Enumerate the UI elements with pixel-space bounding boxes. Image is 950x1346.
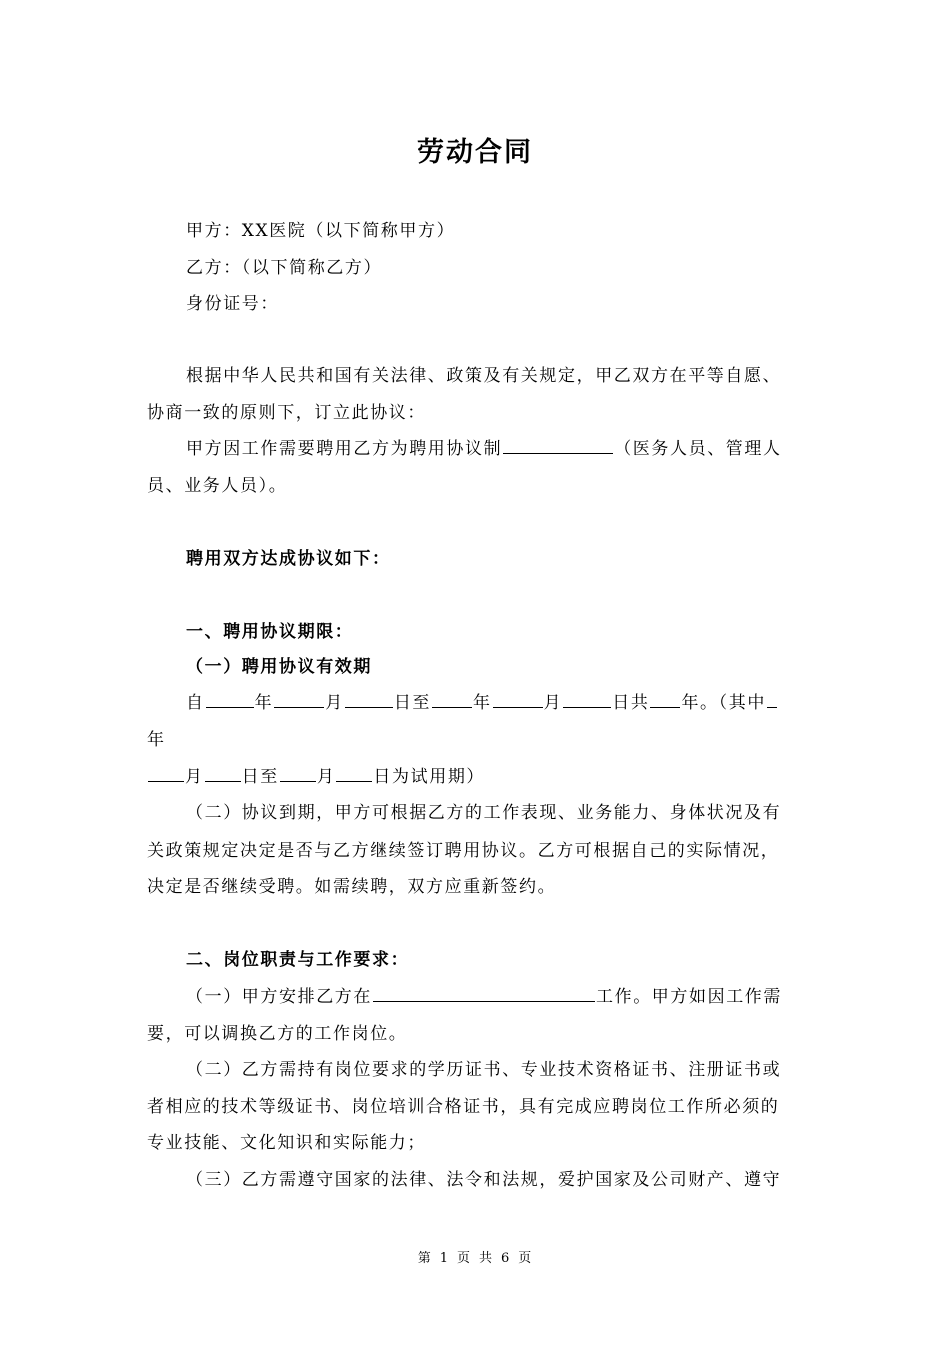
footer-text: 页 bbox=[518, 1251, 533, 1266]
text-segment: 年 bbox=[254, 693, 274, 713]
text-segment: 年 bbox=[473, 693, 492, 713]
paragraph-line: （二）协议到期，甲方可根据乙方的工作表现、业务能力、身体状况及有 bbox=[186, 803, 782, 823]
fill-blank bbox=[503, 439, 613, 454]
fill-blank bbox=[206, 693, 254, 708]
text-segment: 日为试用期） bbox=[373, 767, 486, 787]
paragraph-line: 根据中华人民共和国有关法律、政策及有关规定，甲乙双方在平等自愿、 bbox=[186, 366, 782, 386]
term-line bbox=[186, 688, 778, 713]
fill-blank bbox=[336, 767, 372, 782]
fill-blank bbox=[650, 693, 680, 708]
paragraph-line bbox=[186, 982, 782, 1007]
page-number: 1 bbox=[439, 1251, 449, 1266]
text-segment: 月 bbox=[325, 693, 344, 713]
term-line: 年 bbox=[147, 730, 166, 750]
fill-blank bbox=[274, 693, 324, 708]
paragraph-line: 专业技能、文化知识和实际能力； bbox=[147, 1133, 426, 1153]
paragraph-line: 决定是否继续受聘。如需续聘，双方应重新签约。 bbox=[147, 877, 557, 897]
paragraph-line: （三）乙方需遵守国家的法律、法令和法规，爱护国家及公司财产、遵守 bbox=[186, 1170, 782, 1190]
fill-blank bbox=[563, 693, 611, 708]
fill-blank bbox=[148, 767, 184, 782]
id-number-line: 身份证号： bbox=[186, 294, 279, 314]
text-segment: （医务人员、管理人 bbox=[614, 439, 782, 459]
paragraph-line bbox=[186, 434, 782, 459]
total-pages: 6 bbox=[501, 1251, 511, 1266]
section-heading: 二、岗位职责与工作要求： bbox=[186, 950, 410, 970]
fill-blank bbox=[373, 987, 595, 1002]
text-segment: （一）甲方安排乙方在 bbox=[186, 987, 372, 1007]
page-title: 劳动合同 bbox=[417, 137, 533, 168]
paragraph-line: 者相应的技术等级证书、岗位培训合格证书，具有完成应聘岗位工作所必须的 bbox=[147, 1097, 780, 1117]
text-segment: 自 bbox=[186, 693, 205, 713]
footer-text: 第 bbox=[417, 1251, 432, 1266]
text-segment: 年。（其中 bbox=[681, 693, 766, 713]
agreement-heading: 聘用双方达成协议如下： bbox=[186, 549, 391, 569]
text-segment: 月 bbox=[185, 767, 204, 787]
party-b-line: 乙方：（以下简称乙方） bbox=[186, 258, 383, 278]
paragraph-line: 要，可以调换乙方的工作岗位。 bbox=[147, 1024, 408, 1044]
text-segment: 甲方因工作需要聘用乙方为聘用协议制 bbox=[186, 439, 503, 459]
text-segment: 月 bbox=[543, 693, 563, 713]
text-segment: 日共 bbox=[612, 693, 650, 713]
fill-blank bbox=[767, 693, 777, 708]
term-line bbox=[147, 762, 485, 787]
fill-blank bbox=[345, 693, 393, 708]
subsection-heading: （一）聘用协议有效期 bbox=[186, 657, 372, 677]
text-segment: 日至 bbox=[393, 693, 432, 713]
section-heading: 一、聘用协议期限： bbox=[186, 622, 354, 642]
text-segment: 月 bbox=[316, 767, 336, 787]
text-segment: 日至 bbox=[241, 767, 279, 787]
paragraph-line: 协商一致的原则下，订立此协议： bbox=[147, 403, 426, 423]
fill-blank bbox=[280, 767, 316, 782]
fill-blank bbox=[432, 693, 472, 708]
party-a-line: 甲方：XX医院（以下简称甲方） bbox=[186, 221, 456, 241]
text-segment: 工作。甲方如因工作需 bbox=[596, 987, 782, 1007]
footer-text: 共 bbox=[479, 1251, 494, 1266]
paragraph-line: （二）乙方需持有岗位要求的学历证书、专业技术资格证书、注册证书或 bbox=[186, 1060, 782, 1080]
fill-blank bbox=[493, 693, 543, 708]
page-footer bbox=[0, 1247, 950, 1266]
paragraph-line: 员、业务人员）。 bbox=[147, 476, 288, 496]
footer-text: 页 bbox=[456, 1251, 471, 1266]
fill-blank bbox=[205, 767, 241, 782]
paragraph-line: 关政策规定决定是否与乙方继续签订聘用协议。乙方可根据自己的实际情况， bbox=[147, 841, 780, 861]
